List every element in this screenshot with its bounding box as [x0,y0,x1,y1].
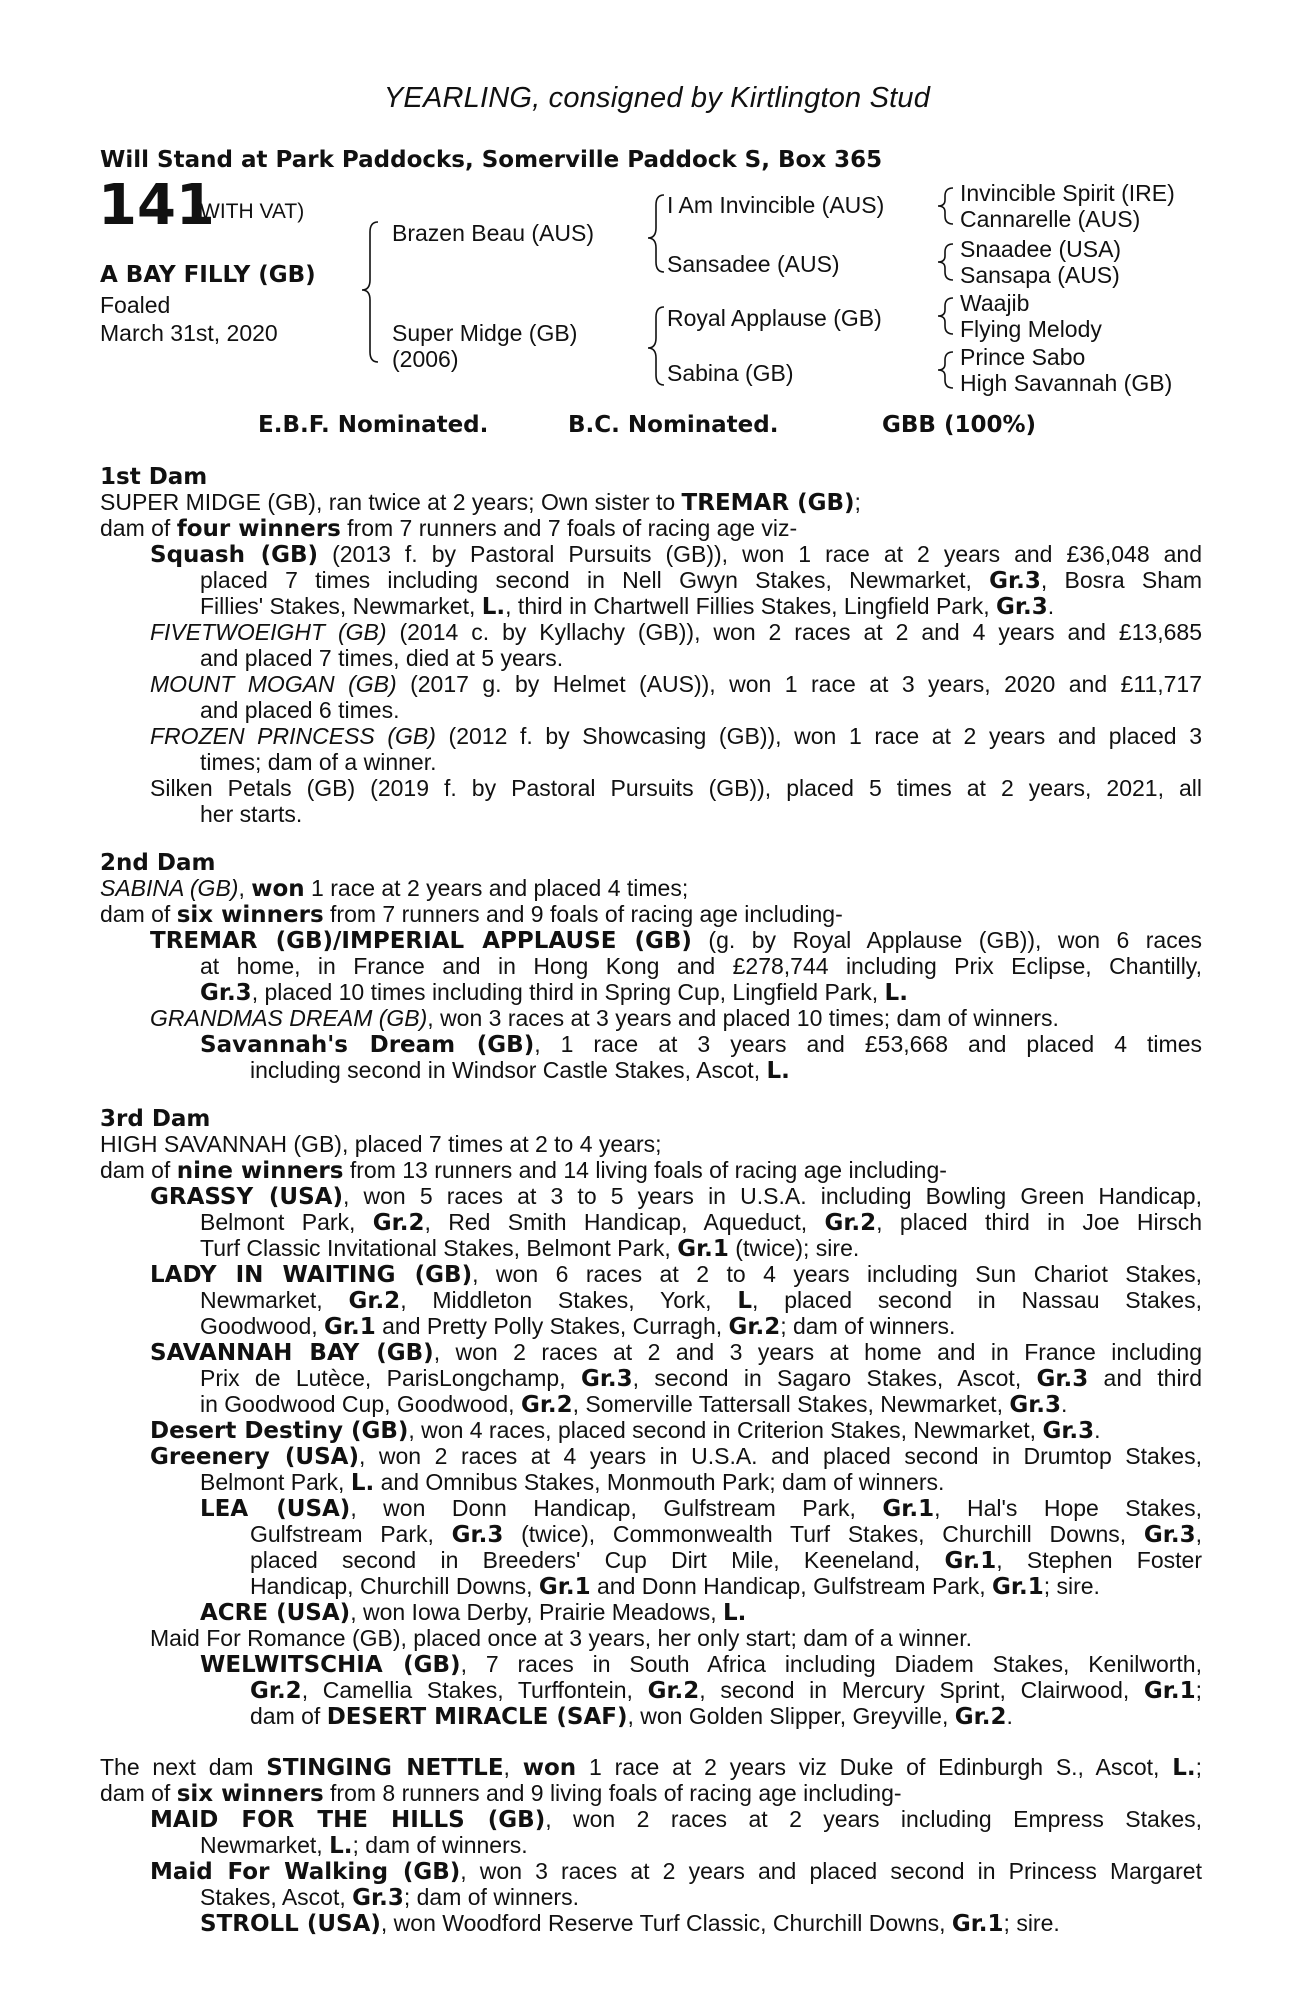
second-dam-summary: dam of six winners from 7 runners and 9 foals of racing age including- [100,901,843,928]
dam-sire: Royal Applause (GB) [667,305,882,331]
produce-fivetwoeight: FIVETWOEIGHT (GB) (2014 c. by Kyllachy (GB)), won 2 races at 2 and 4 years and £13,685 [150,619,1202,645]
dam-year: (2006) [392,346,459,372]
produce-savannah-bay: SAVANNAH BAY (GB), won 2 races at 2 and 3 years at home and in France including [150,1339,1203,1366]
produce-grassy-cont: Belmont Park, Gr.2, Red Smith Handicap, Aqueduct, Gr.2, placed third in Joe Hirsch [200,1209,1203,1236]
ancestor-8: High Savannah (GB) [960,370,1173,396]
produce-maid-for-walking: Maid For Walking (GB), won 3 races at 2 years and placed second in Princess Margaret [150,1858,1202,1885]
second-dam-line: SABINA (GB), won 1 race at 2 years and placed 4 times; [100,875,689,902]
sire-dam: Sansadee (AUS) [667,251,840,277]
third-dam-summary: dam of nine winners from 13 runners and 14 living foals of racing age including- [100,1157,947,1184]
second-dam-heading: 2nd Dam [100,850,216,876]
produce-lady-in-waiting-cont: Newmarket, Gr.2, Middleton Stakes, York, L, placed second in Nassau Stakes, [200,1287,1202,1314]
ancestor-2: Cannarelle (AUS) [960,206,1141,232]
ancestor-3: Snaadee (USA) [960,236,1122,262]
first-dam-line: SUPER MIDGE (GB), ran twice at 2 years; Own sister to TREMAR (GB); [100,489,861,516]
sire-sire: I Am Invincible (AUS) [667,192,885,218]
foaled-date: March 31st, 2020 [100,320,278,346]
first-dam-summary: dam of four winners from 7 runners and 7 foals of racing age viz- [100,515,798,542]
produce-savannah-bay-cont2: in Goodwood Cup, Goodwood, Gr.2, Somerville Tattersall Stakes, Newmarket, Gr.3. [200,1391,1068,1418]
third-dam-heading: 3rd Dam [100,1106,211,1132]
page-title: YEARLING, consigned by Kirtlington Stud [383,82,931,114]
sire: Brazen Beau (AUS) [392,220,594,246]
ancestor-7: Prince Sabo [960,344,1086,370]
vat-note: (WITH VAT) [193,200,305,223]
horse-description: A BAY FILLY (GB) [100,262,316,288]
produce-frozen-princess-cont: times; dam of a winner. [200,749,437,775]
produce-lady-in-waiting-cont2: Goodwood, Gr.1 and Pretty Polly Stakes, Curragh, Gr.2; dam of winners. [200,1313,956,1340]
produce-grandmas-dream: GRANDMAS DREAM (GB), won 3 races at 3 years and placed 10 times; dam of winners. [150,1005,1059,1031]
ancestor-1: Invincible Spirit (IRE) [960,180,1175,206]
produce-desert-destiny: Desert Destiny (GB), won 4 races, placed second in Criterion Stakes, Newmarket, Gr.3. [150,1417,1101,1444]
produce-mount-mogan-cont: and placed 6 times. [200,697,400,723]
produce-squash-cont2: Fillies' Stakes, Newmarket, L., third in Chartwell Fillies Stakes, Lingfield Park, Gr.3. [200,593,1055,620]
produce-lea-cont2: placed second in Breeders' Cup Dirt Mile, Keeneland, Gr.1, Stephen Foster [250,1547,1202,1574]
produce-squash-cont: placed 7 times including second in Nell Gwyn Stakes, Newmarket, Gr.3, Bosra Sham [200,567,1202,594]
produce-squash: Squash (GB) (2013 f. by Pastoral Pursuits (GB)), won 1 race at 2 years and £36,048 and [150,541,1202,568]
ancestor-4: Sansapa (AUS) [960,262,1120,288]
stand-location: Will Stand at Park Paddocks, Somerville Paddock S, Box 365 [100,147,883,173]
produce-maid-for-walking-cont: Stakes, Ascot, Gr.3; dam of winners. [200,1884,579,1911]
produce-tremar-cont2: Gr.3, placed 10 times including third in Spring Cup, Lingfield Park, L. [200,979,908,1006]
produce-lea-cont: Gulfstream Park, Gr.3 (twice), Commonwealth Turf Stakes, Churchill Downs, Gr.3, [250,1521,1202,1548]
produce-savannahs-dream-cont: including second in Windsor Castle Stakes, Ascot, L. [250,1057,790,1084]
produce-tremar-cont: at home, in France and in Hong Kong and £278,744 including Prix Eclipse, Chantilly, [200,953,1202,979]
first-dam-heading: 1st Dam [100,464,208,490]
produce-lea-cont3: Handicap, Churchill Downs, Gr.1 and Donn Handicap, Gulfstream Park, Gr.1; sire. [250,1573,1100,1600]
produce-greenery-cont: Belmont Park, L. and Omnibus Stakes, Monmouth Park; dam of winners. [200,1469,945,1496]
produce-frozen-princess: FROZEN PRINCESS (GB) (2012 f. by Showcasing (GB)), won 1 race at 2 years and placed 3 [150,723,1202,749]
next-dam-summary: dam of six winners from 8 runners and 9 living foals of racing age including- [100,1780,902,1807]
produce-greenery: Greenery (USA), won 2 races at 4 years in U.S.A. and placed second in Drumtop Stakes, [150,1443,1202,1470]
produce-silken-petals-cont: her starts. [200,801,303,827]
bc-nomination: B.C. Nominated. [568,412,779,438]
ancestor-5: Waajib [960,290,1030,316]
lot-number: 141 [98,173,215,238]
produce-welwitschia-cont2: dam of DESERT MIRACLE (SAF), won Golden Slipper, Greyville, Gr.2. [250,1703,1013,1730]
produce-acre: ACRE (USA), won Iowa Derby, Prairie Meadows, L. [200,1599,747,1626]
produce-welwitschia: WELWITSCHIA (GB), 7 races in South Africa including Diadem Stakes, Kenilworth, [200,1651,1202,1678]
produce-maid-for-romance: Maid For Romance (GB), placed once at 3 years, her only start; dam of a winner. [150,1625,972,1651]
next-dam-line: The next dam STINGING NETTLE, won 1 race at 2 years viz Duke of Edinburgh S., Ascot, L.; [100,1754,1202,1781]
produce-welwitschia-cont: Gr.2, Camellia Stakes, Turffontein, Gr.2, second in Mercury Sprint, Clairwood, Gr.1; [250,1677,1202,1704]
produce-grassy: GRASSY (USA), won 5 races at 3 to 5 years in U.S.A. including Bowling Green Handicap, [150,1183,1202,1210]
produce-tremar: TREMAR (GB)/IMPERIAL APPLAUSE (GB) (g. by Royal Applause (GB)), won 6 races [150,927,1202,954]
produce-savannah-bay-cont: Prix de Lutèce, ParisLongchamp, Gr.3, second in Sagaro Stakes, Ascot, Gr.3 and third [200,1365,1202,1392]
produce-lady-in-waiting: LADY IN WAITING (GB), won 6 races at 2 to 4 years including Sun Chariot Stakes, [150,1261,1202,1288]
gbb-status: GBB (100%) [882,412,1037,438]
produce-mount-mogan: MOUNT MOGAN (GB) (2017 g. by Helmet (AUS)), won 1 race at 3 years, 2020 and £11,717 [150,671,1202,697]
foaled-label: Foaled [100,292,171,318]
produce-grassy-cont2: Turf Classic Invitational Stakes, Belmont Park, Gr.1 (twice); sire. [200,1235,860,1262]
third-dam-line: HIGH SAVANNAH (GB), placed 7 times at 2 to 4 years; [100,1131,662,1157]
produce-lea: LEA (USA), won Donn Handicap, Gulfstream Park, Gr.1, Hal's Hope Stakes, [200,1495,1202,1522]
dam: Super Midge (GB) [392,320,578,346]
produce-fivetwoeight-cont: and placed 7 times, died at 5 years. [200,645,564,671]
produce-savannahs-dream: Savannah's Dream (GB), 1 race at 3 years and £53,668 and placed 4 times [200,1031,1202,1058]
ancestor-6: Flying Melody [960,316,1102,342]
ebf-nomination: E.B.F. Nominated. [258,412,489,438]
produce-maid-for-the-hills-cont: Newmarket, L.; dam of winners. [200,1832,528,1859]
produce-maid-for-the-hills: MAID FOR THE HILLS (GB), won 2 races at 2 years including Empress Stakes, [150,1806,1202,1833]
produce-stroll: STROLL (USA), won Woodford Reserve Turf Classic, Churchill Downs, Gr.1; sire. [200,1910,1060,1937]
produce-silken-petals: Silken Petals (GB) (2019 f. by Pastoral Pursuits (GB)), placed 5 times at 2 years, 2021, all [150,775,1202,801]
dam-dam: Sabina (GB) [667,360,794,386]
